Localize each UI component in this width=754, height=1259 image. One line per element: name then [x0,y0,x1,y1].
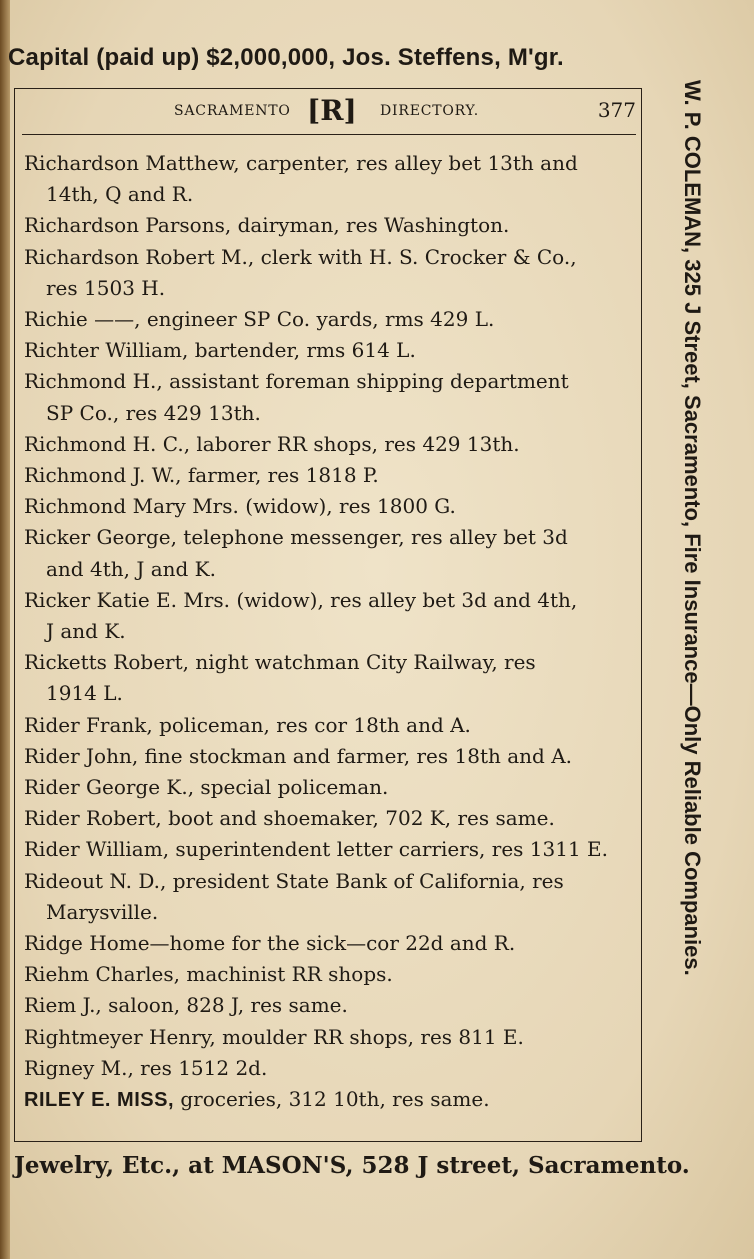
entry-line: Rightmeyer Henry, moulder RR shops, res 811 E. [24,1024,524,1049]
directory-entry [24,1022,634,1053]
entry-line: Riehm Charles, machinist RR shops. [24,962,393,987]
directory-entry [24,585,634,647]
entry-line: Richardson Matthew, carpenter, res alley bet 13th and [24,151,578,175]
directory-entry [24,304,634,335]
entry-line: Ricketts Robert, night watchman City Railway, res [24,650,536,675]
running-header [22,96,636,132]
entry-detail: groceries, 312 10th, res same. [174,1087,490,1112]
directory-entry [24,834,634,865]
directory-entry [24,647,634,709]
directory-entry-riley [24,1084,634,1116]
entry-line: Ridge Home—home for the sick—cor 22d and R. [24,931,516,956]
directory-entry [24,366,634,428]
entry-line: Richmond H. C., laborer RR shops, res 429 13th. [24,431,520,456]
directory-entry [24,1053,634,1084]
header-title: DIRECTORY. [380,103,480,119]
directory-entry [24,460,634,491]
entry-line: Rideout N. D., president State Bank of California, res [24,868,564,893]
top-advert-banner: Capital (paid up) $2,000,000, Jos. Steffens, M'gr. [8,44,564,71]
entry-line: Rider Frank, policeman, res cor 18th and A. [24,712,471,737]
entry-continuation-line: and 4th, J and K. [46,556,216,581]
directory-entry [24,429,634,460]
bottom-advert-banner: Jewelry, Etc., at MASON'S, 528 J street, Sacramento. [14,1152,690,1179]
entry-line: Richmond H., assistant foreman shipping department [24,369,569,394]
directory-entry [24,866,634,928]
directory-entry [24,710,634,741]
entry-line: Ricker George, telephone messenger, res alley bet 3d [24,525,568,550]
header-section-letter: [R] [307,94,357,127]
directory-entry [24,803,634,834]
page-spine-edge [0,0,10,1259]
directory-entry [24,491,634,522]
entry-line: Rider William, superintendent letter carriers, res 1311 E. [24,837,609,862]
entry-line: Rider Robert, boot and shoemaker, 702 K, res same. [24,806,555,831]
directory-entry [24,959,634,990]
directory-entry [24,522,634,584]
entry-line: Richmond J. W., farmer, res 1818 P. [24,463,379,488]
directory-entry [24,242,634,304]
directory-entry [24,741,634,772]
entry-line: Richmond Mary Mrs. (widow), res 1800 G. [24,494,456,519]
header-city: SACRAMENTO [174,103,291,119]
directory-entry [24,210,634,241]
entry-continuation-line: SP Co., res 429 13th. [46,400,261,425]
directory-entry [24,148,634,210]
entry-continuation-line: 14th, Q and R. [46,182,194,207]
entry-line: Ricker Katie E. Mrs. (widow), res alley bet 3d and 4th, [24,587,578,612]
entry-line: Richardson Robert M., clerk with H. S. Crocker & Co., [24,244,577,269]
entry-name-bold: RILEY E. MISS, [24,1089,174,1112]
directory-entry [24,772,634,803]
entry-line: Rider John, fine stockman and farmer, res 18th and A. [24,743,572,768]
directory-entry [24,990,634,1021]
side-advert: W. P. COLEMAN, 325 J Street, Sacramento, Fire Insurance—Only Reliable Companies. [680,80,705,976]
entry-continuation-line: Marysville. [46,899,159,924]
entry-continuation-line: 1914 L. [46,681,123,706]
entry-line: Rigney M., res 1512 2d. [24,1055,268,1080]
entry-line: Riem J., saloon, 828 J, res same. [24,993,348,1018]
page-number: 377 [597,98,636,122]
entry-line: Richter William, bartender, rms 614 L. [24,338,416,363]
entry-line: Rider George K., special policeman. [24,775,389,800]
entry-line: Richie ——, engineer SP Co. yards, rms 429 L. [24,307,495,332]
directory-entry [24,335,634,366]
directory-entries [24,148,634,1116]
directory-entry [24,928,634,959]
entry-continuation-line: res 1503 H. [46,275,166,300]
header-rule [22,134,636,135]
entry-continuation-line: J and K. [46,619,126,644]
entry-line: Richardson Parsons, dairyman, res Washington. [24,213,510,238]
